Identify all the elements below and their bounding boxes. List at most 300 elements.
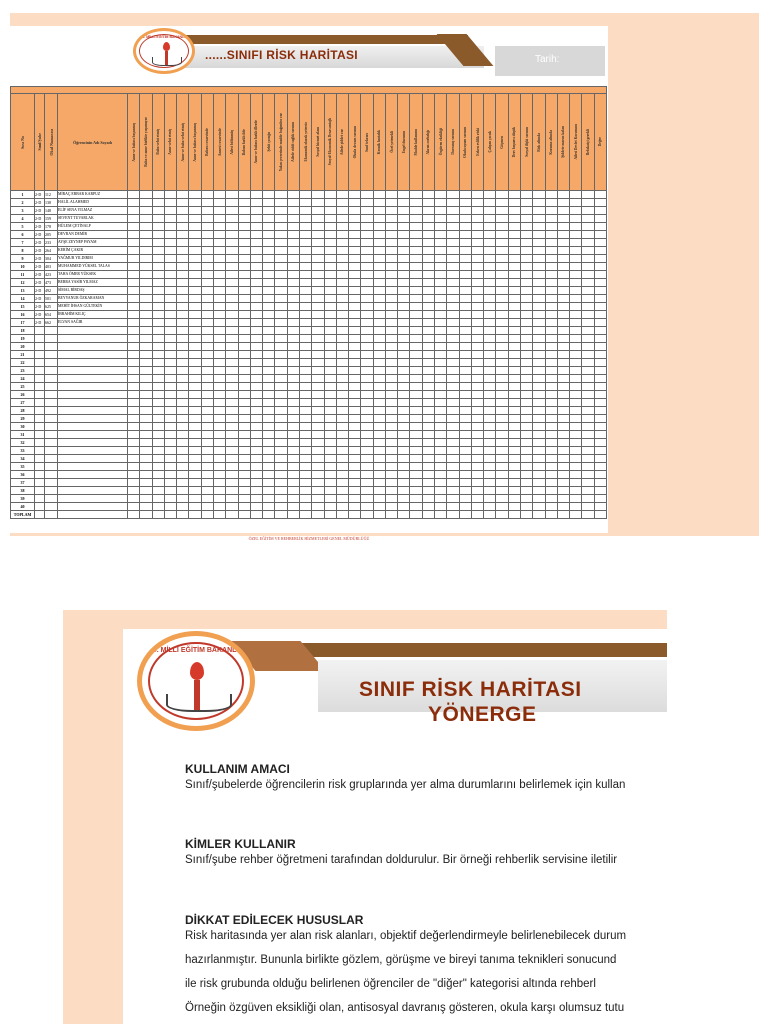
risk-cell <box>275 471 287 479</box>
class-cell <box>35 399 45 407</box>
risk-cell <box>410 399 422 407</box>
risk-cell <box>557 319 569 327</box>
risk-cell <box>164 431 176 439</box>
risk-cell <box>312 255 324 263</box>
student-name-cell: HALİL ALAHMED <box>58 199 128 207</box>
risk-cell <box>435 407 447 415</box>
col-header-risk <box>594 94 607 191</box>
risk-cell <box>238 431 250 439</box>
risk-cell <box>128 375 140 383</box>
risk-cell <box>557 263 569 271</box>
col-header-risk-label: Anne ve babası farklı illerde <box>254 120 259 164</box>
risk-cell <box>299 359 311 367</box>
risk-cell <box>594 223 607 231</box>
risk-cell <box>459 295 471 303</box>
risk-cell <box>349 223 361 231</box>
risk-cell <box>557 423 569 431</box>
risk-cell <box>361 511 373 519</box>
col-header-risk <box>459 94 471 191</box>
risk-cell <box>484 479 496 487</box>
col-header-risk <box>557 94 569 191</box>
risk-cell <box>140 223 152 231</box>
risk-cell <box>336 223 348 231</box>
risk-cell <box>336 431 348 439</box>
risk-cell <box>496 455 508 463</box>
risk-cell <box>140 503 152 511</box>
school-number-cell: 473 <box>45 279 58 287</box>
school-number-cell <box>45 447 58 455</box>
risk-cell <box>484 263 496 271</box>
risk-cell <box>324 247 336 255</box>
risk-cell <box>324 335 336 343</box>
risk-cell <box>545 199 557 207</box>
risk-cell <box>164 359 176 367</box>
risk-cell <box>557 359 569 367</box>
risk-cell <box>398 479 410 487</box>
risk-cell <box>226 223 238 231</box>
risk-cell <box>582 359 594 367</box>
risk-cell <box>226 375 238 383</box>
risk-cell <box>459 415 471 423</box>
risk-cell <box>287 327 299 335</box>
risk-cell <box>128 319 140 327</box>
risk-cell <box>496 327 508 335</box>
risk-cell <box>287 295 299 303</box>
risk-cell <box>324 343 336 351</box>
risk-cell <box>521 303 533 311</box>
risk-cell <box>152 415 164 423</box>
risk-cell <box>263 415 275 423</box>
risk-cell <box>447 383 459 391</box>
class-cell: 2-D <box>35 279 45 287</box>
table-row <box>11 503 607 511</box>
risk-cell <box>533 247 545 255</box>
risk-cell <box>128 415 140 423</box>
risk-cell <box>471 271 483 279</box>
risk-cell <box>521 311 533 319</box>
risk-cell <box>152 255 164 263</box>
class-cell <box>35 479 45 487</box>
col-header-risk-label: Ailesi bölünmüş <box>229 129 234 155</box>
risk-cell <box>447 223 459 231</box>
risk-cell <box>250 407 262 415</box>
risk-cell <box>594 287 607 295</box>
risk-cell <box>435 279 447 287</box>
risk-cell <box>594 255 607 263</box>
risk-cell <box>422 511 434 519</box>
risk-cell <box>128 383 140 391</box>
risk-cell <box>263 207 275 215</box>
risk-cell <box>324 415 336 423</box>
col-header-risk-label: Baba vefat etmiş <box>156 129 161 155</box>
risk-cell <box>459 375 471 383</box>
risk-cell <box>226 383 238 391</box>
col-header-risk <box>213 94 225 191</box>
risk-cell <box>545 487 557 495</box>
risk-cell <box>385 351 397 359</box>
risk-cell <box>521 247 533 255</box>
risk-cell <box>336 199 348 207</box>
col-header-risk-label: Babası cezaevinde <box>205 128 210 156</box>
risk-cell <box>422 375 434 383</box>
risk-cell <box>312 207 324 215</box>
risk-cell <box>336 423 348 431</box>
risk-cell <box>238 327 250 335</box>
risk-cell <box>250 487 262 495</box>
section-text-usage: Sınıf/şubelerde öğrencilerin risk gruplarında yer alma durumlarını belirlemek için kullan <box>185 779 626 791</box>
risk-cell <box>545 463 557 471</box>
risk-cell <box>299 295 311 303</box>
risk-cell <box>177 279 189 287</box>
risk-cell <box>238 311 250 319</box>
risk-cell <box>447 447 459 455</box>
risk-cell <box>287 391 299 399</box>
risk-cell <box>299 463 311 471</box>
risk-cell <box>484 319 496 327</box>
total-label: TOPLAM <box>11 511 35 519</box>
risk-cell <box>435 303 447 311</box>
risk-cell <box>275 191 287 199</box>
class-cell <box>35 471 45 479</box>
risk-cell <box>263 511 275 519</box>
risk-cell <box>164 327 176 335</box>
risk-cell <box>570 287 582 295</box>
risk-cell <box>287 503 299 511</box>
risk-cell <box>263 303 275 311</box>
risk-cell <box>177 303 189 311</box>
risk-cell <box>250 415 262 423</box>
risk-cell <box>299 479 311 487</box>
section-heading-usage: KULLANIM AMACI <box>185 762 290 776</box>
risk-cell <box>226 463 238 471</box>
risk-cell <box>250 319 262 327</box>
row-number: 14 <box>11 295 35 303</box>
risk-cell <box>398 423 410 431</box>
risk-cell <box>164 247 176 255</box>
risk-cell <box>152 271 164 279</box>
risk-cell <box>189 399 201 407</box>
risk-cell <box>336 439 348 447</box>
risk-cell <box>324 255 336 263</box>
risk-cell <box>299 375 311 383</box>
risk-cell <box>140 287 152 295</box>
risk-cell <box>324 271 336 279</box>
risk-cell <box>238 479 250 487</box>
risk-cell <box>471 455 483 463</box>
risk-cell <box>250 191 262 199</box>
risk-cell <box>213 487 225 495</box>
risk-cell <box>213 255 225 263</box>
risk-cell <box>213 207 225 215</box>
risk-cell <box>459 223 471 231</box>
student-name-cell: TAHA ÖMER YÜKSEK <box>58 271 128 279</box>
col-header-risk <box>324 94 336 191</box>
risk-cell <box>324 503 336 511</box>
risk-cell <box>238 199 250 207</box>
risk-cell <box>349 247 361 255</box>
risk-cell <box>521 335 533 343</box>
risk-cell <box>177 319 189 327</box>
risk-cell <box>152 447 164 455</box>
school-number-cell: 304 <box>45 255 58 263</box>
risk-cell <box>484 383 496 391</box>
risk-cell <box>508 399 520 407</box>
risk-cell <box>201 375 213 383</box>
risk-cell <box>533 287 545 295</box>
risk-cell <box>128 407 140 415</box>
risk-cell <box>226 207 238 215</box>
risk-cell <box>324 327 336 335</box>
risk-cell <box>263 407 275 415</box>
risk-cell <box>361 415 373 423</box>
risk-cell <box>349 199 361 207</box>
risk-cell <box>275 215 287 223</box>
risk-cell <box>336 399 348 407</box>
risk-cell <box>496 199 508 207</box>
table-row <box>11 375 607 383</box>
risk-cell <box>213 495 225 503</box>
risk-cell <box>398 383 410 391</box>
risk-cell <box>361 431 373 439</box>
risk-cell <box>164 191 176 199</box>
risk-cell <box>521 207 533 215</box>
risk-cell <box>336 479 348 487</box>
risk-cell <box>422 479 434 487</box>
risk-cell <box>226 407 238 415</box>
risk-cell <box>385 455 397 463</box>
risk-cell <box>140 367 152 375</box>
table-row <box>11 207 607 215</box>
risk-cell <box>189 343 201 351</box>
risk-cell <box>349 215 361 223</box>
risk-cell <box>545 287 557 295</box>
risk-cell <box>152 279 164 287</box>
risk-cell <box>447 375 459 383</box>
school-number-cell <box>45 407 58 415</box>
risk-cell <box>164 447 176 455</box>
col-header-risk <box>226 94 238 191</box>
risk-cell <box>324 495 336 503</box>
risk-cell <box>373 471 385 479</box>
risk-cell <box>312 223 324 231</box>
risk-cell <box>177 239 189 247</box>
risk-cell <box>361 343 373 351</box>
risk-cell <box>140 319 152 327</box>
class-cell: 2-D <box>35 231 45 239</box>
risk-cell <box>594 415 607 423</box>
class-cell <box>35 415 45 423</box>
risk-cell <box>312 271 324 279</box>
risk-cell <box>373 199 385 207</box>
risk-cell <box>557 511 569 519</box>
risk-cell <box>201 207 213 215</box>
risk-cell <box>459 215 471 223</box>
risk-cell <box>570 383 582 391</box>
risk-cell <box>533 447 545 455</box>
risk-cell <box>299 271 311 279</box>
risk-cell <box>152 207 164 215</box>
risk-cell <box>299 511 311 519</box>
class-cell <box>35 375 45 383</box>
col-header-risk <box>570 94 582 191</box>
risk-cell <box>164 503 176 511</box>
risk-cell <box>128 471 140 479</box>
risk-cell <box>349 479 361 487</box>
risk-cell <box>238 263 250 271</box>
risk-cell <box>312 247 324 255</box>
risk-cell <box>373 511 385 519</box>
risk-cell <box>312 439 324 447</box>
risk-cell <box>263 375 275 383</box>
risk-cell <box>238 439 250 447</box>
risk-cell <box>263 383 275 391</box>
risk-cell <box>140 391 152 399</box>
risk-cell <box>385 447 397 455</box>
risk-cell <box>496 439 508 447</box>
risk-cell <box>410 471 422 479</box>
risk-cell <box>250 231 262 239</box>
risk-cell <box>373 399 385 407</box>
risk-cell <box>385 271 397 279</box>
row-number: 18 <box>11 327 35 335</box>
risk-cell <box>533 263 545 271</box>
risk-cell <box>177 463 189 471</box>
risk-cell <box>275 271 287 279</box>
risk-cell <box>447 271 459 279</box>
col-header-risk-label: Özgüven eksikliği <box>438 128 443 156</box>
risk-cell <box>287 407 299 415</box>
risk-cell <box>496 271 508 279</box>
risk-cell <box>152 455 164 463</box>
risk-cell <box>570 207 582 215</box>
risk-cell <box>226 511 238 519</box>
risk-cell <box>410 503 422 511</box>
col-header-risk <box>238 94 250 191</box>
risk-cell <box>533 335 545 343</box>
risk-cell <box>508 415 520 423</box>
risk-cell <box>373 463 385 471</box>
risk-cell <box>361 319 373 327</box>
risk-cell <box>128 231 140 239</box>
risk-cell <box>287 495 299 503</box>
risk-cell <box>238 511 250 519</box>
risk-cell <box>336 215 348 223</box>
risk-cell <box>164 415 176 423</box>
risk-cell <box>263 295 275 303</box>
risk-cell <box>140 247 152 255</box>
risk-cell <box>557 199 569 207</box>
risk-cell <box>471 495 483 503</box>
risk-cell <box>201 455 213 463</box>
risk-cell <box>484 471 496 479</box>
risk-cell <box>189 327 201 335</box>
risk-cell <box>447 455 459 463</box>
risk-cell <box>275 367 287 375</box>
risk-cell <box>275 223 287 231</box>
risk-cell <box>422 495 434 503</box>
risk-cell <box>373 391 385 399</box>
risk-cell <box>521 231 533 239</box>
risk-cell <box>447 359 459 367</box>
school-number-cell <box>45 439 58 447</box>
risk-cell <box>324 447 336 455</box>
risk-cell <box>226 191 238 199</box>
risk-cell <box>189 247 201 255</box>
risk-cell <box>361 391 373 399</box>
risk-cell <box>238 351 250 359</box>
risk-cell <box>287 431 299 439</box>
risk-cell <box>263 359 275 367</box>
risk-cell <box>128 479 140 487</box>
risk-cell <box>128 263 140 271</box>
row-number: 38 <box>11 487 35 495</box>
risk-cell <box>213 375 225 383</box>
risk-cell <box>545 399 557 407</box>
risk-cell <box>263 215 275 223</box>
risk-cell <box>275 463 287 471</box>
risk-cell <box>152 247 164 255</box>
risk-cell <box>447 415 459 423</box>
risk-cell <box>533 279 545 287</box>
risk-cell <box>177 423 189 431</box>
risk-cell <box>385 295 397 303</box>
risk-cell <box>484 255 496 263</box>
risk-cell <box>226 351 238 359</box>
risk-cell <box>570 223 582 231</box>
risk-cell <box>213 511 225 519</box>
risk-cell <box>189 295 201 303</box>
risk-cell <box>471 359 483 367</box>
risk-cell <box>201 471 213 479</box>
table-row <box>11 199 607 207</box>
risk-cell <box>398 471 410 479</box>
row-number: 25 <box>11 383 35 391</box>
risk-cell <box>385 327 397 335</box>
risk-cell <box>128 303 140 311</box>
risk-cell <box>213 503 225 511</box>
student-name-cell <box>58 383 128 391</box>
risk-cell <box>164 439 176 447</box>
risk-cell <box>422 279 434 287</box>
risk-cell <box>152 383 164 391</box>
risk-cell <box>521 359 533 367</box>
row-number: 35 <box>11 463 35 471</box>
risk-cell <box>189 375 201 383</box>
risk-cell <box>361 423 373 431</box>
risk-cell <box>177 215 189 223</box>
risk-cell <box>545 327 557 335</box>
risk-cell <box>189 359 201 367</box>
risk-cell <box>422 471 434 479</box>
risk-cell <box>471 431 483 439</box>
row-number: 9 <box>11 255 35 263</box>
risk-cell <box>324 223 336 231</box>
table-row <box>11 223 607 231</box>
risk-cell <box>263 447 275 455</box>
risk-cell <box>496 431 508 439</box>
risk-cell <box>508 439 520 447</box>
risk-cell <box>385 239 397 247</box>
risk-cell <box>263 503 275 511</box>
risk-cell <box>533 399 545 407</box>
risk-cell <box>177 487 189 495</box>
risk-cell <box>324 319 336 327</box>
risk-cell <box>349 463 361 471</box>
risk-cell <box>152 471 164 479</box>
risk-cell <box>508 503 520 511</box>
risk-cell <box>459 311 471 319</box>
risk-cell <box>557 295 569 303</box>
